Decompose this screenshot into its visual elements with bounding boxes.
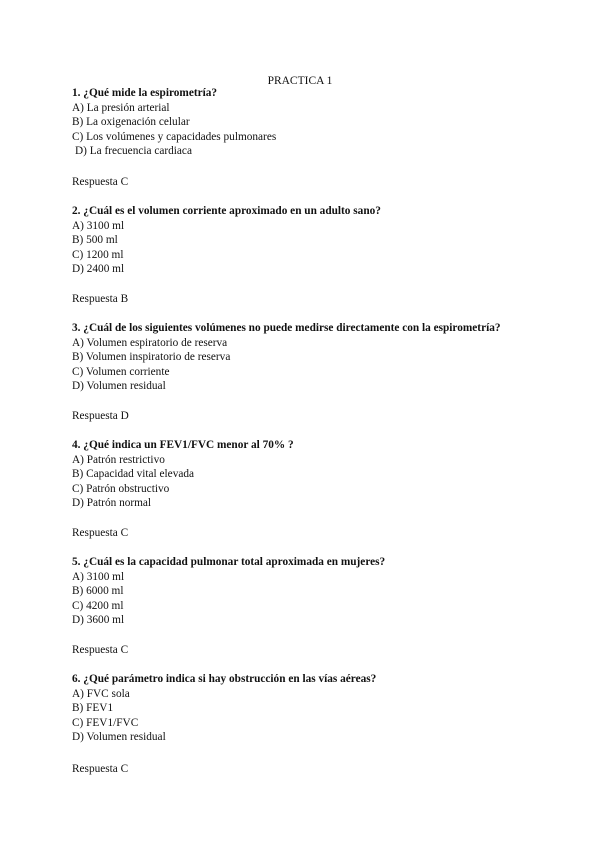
page-title: PRACTICA 1 xyxy=(267,75,333,87)
option-d: D) La frecuencia cardiaca xyxy=(75,145,192,158)
option-d: D) Volumen residual xyxy=(72,380,166,393)
question-block-5 xyxy=(72,555,542,628)
option-b: B) 500 ml xyxy=(72,234,118,247)
option-a: A) La presión arterial xyxy=(72,101,170,114)
question-text: 3. ¿Cuál de los siguientes volúmenes no puede medirse directamente con la espirometría? xyxy=(72,322,501,334)
option-a: A) 3100 ml xyxy=(72,219,125,232)
option-d: D) Volumen residual xyxy=(72,731,166,744)
option-d: D) Patrón normal xyxy=(72,497,152,510)
option-d: D) 3600 ml xyxy=(72,614,125,627)
question-text: 6. ¿Qué parámetro indica si hay obstrucción en las vías aéreas? xyxy=(72,673,377,685)
option-b: B) La oxigenación celular xyxy=(72,116,190,129)
answer-2: Respuesta B xyxy=(72,293,129,305)
option-a: A) FVC sola xyxy=(72,687,130,700)
question-text: 2. ¿Cuál es el volumen corriente aproximado en un adulto sano? xyxy=(72,205,381,217)
option-a: A) 3100 ml xyxy=(72,570,125,583)
option-a: A) Volumen espiratorio de reserva xyxy=(72,336,228,349)
option-b: B) Capacidad vital elevada xyxy=(72,468,195,481)
option-c: C) 1200 ml xyxy=(72,248,124,261)
question-block-4 xyxy=(72,438,542,511)
option-c: C) Volumen corriente xyxy=(72,365,170,378)
option-b: B) Volumen inspiratorio de reserva xyxy=(72,351,231,364)
question-block-6 xyxy=(72,672,542,745)
option-c: C) FEV1/FVC xyxy=(72,716,139,729)
answer-6: Respuesta C xyxy=(72,763,129,775)
option-c: C) Los volúmenes y capacidades pulmonares xyxy=(72,130,277,143)
question-block-3 xyxy=(72,321,542,394)
answer-4: Respuesta C xyxy=(72,527,129,539)
option-c: C) Patrón obstructivo xyxy=(72,482,170,495)
question-text: 5. ¿Cuál es la capacidad pulmonar total aproximada en mujeres? xyxy=(72,556,386,568)
answer-5: Respuesta C xyxy=(72,644,129,656)
question-text: 4. ¿Qué indica un FEV1/FVC menor al 70% ? xyxy=(72,439,294,451)
answer-1: Respuesta C xyxy=(72,176,129,188)
option-b: B) 6000 ml xyxy=(72,585,124,598)
question-text: 1. ¿Qué mide la espirometría? xyxy=(72,87,218,99)
option-b: B) FEV1 xyxy=(72,702,114,715)
option-d: D) 2400 ml xyxy=(72,263,125,276)
option-a: A) Patrón restrictivo xyxy=(72,453,165,466)
option-c: C) 4200 ml xyxy=(72,599,124,612)
answer-3: Respuesta D xyxy=(72,410,129,422)
question-block-2 xyxy=(72,204,542,277)
question-block-1 xyxy=(72,86,542,159)
